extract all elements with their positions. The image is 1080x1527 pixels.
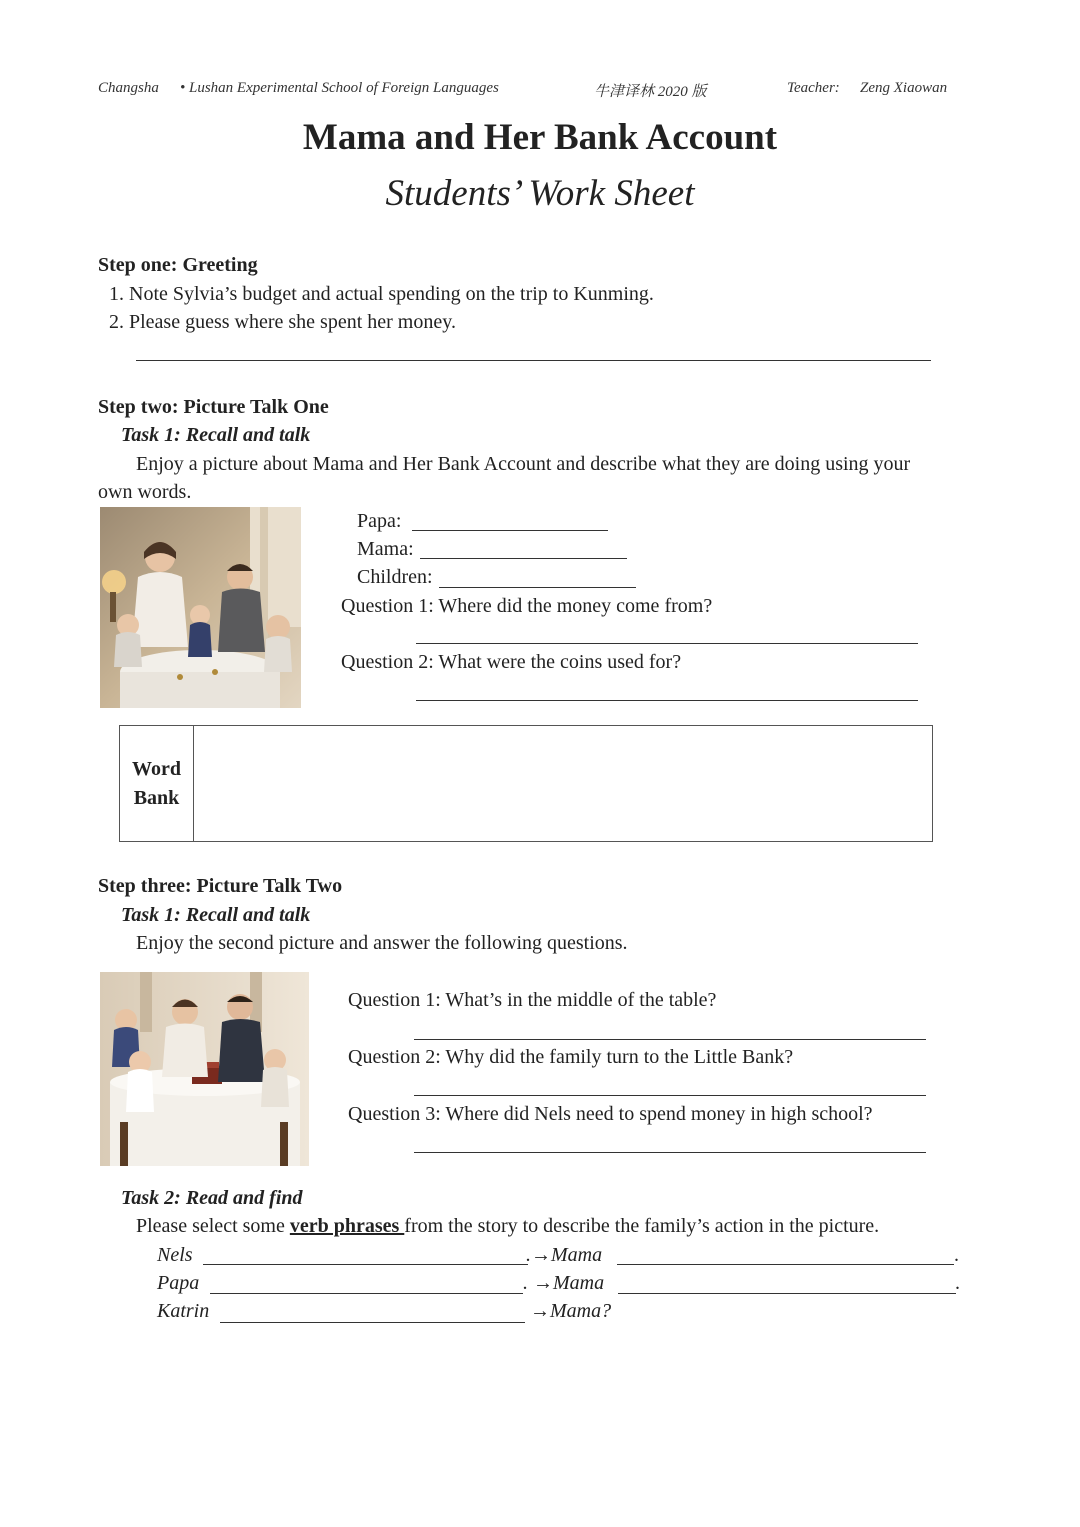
field-children-label: Children: <box>357 566 433 588</box>
task2-instruction <box>136 1215 879 1238</box>
step3-answer-line-3[interactable] <box>414 1152 926 1153</box>
step2-question-1: Question 1: Where did the money come from? <box>341 595 713 617</box>
header-city: Changsha <box>98 80 159 96</box>
step3-instruction: Enjoy the second picture and answer the following questions. <box>136 932 628 954</box>
task2-instruction-post: from the story to describe the family’s action in the picture. <box>404 1215 880 1237</box>
step2-answer-line-1[interactable] <box>416 643 918 644</box>
answer-line-step1[interactable] <box>136 360 931 361</box>
field-mama-line[interactable] <box>420 558 627 559</box>
step3-task1: Task 1: Recall and talk <box>121 904 311 926</box>
step2-heading: Step two: Picture Talk One <box>98 396 329 418</box>
step3-question-3: Question 3: Where did Nels need to spend money in high school? <box>348 1103 873 1125</box>
header-edition: 牛津译林 2020 版 <box>594 84 707 100</box>
header-teacher-label: Teacher: <box>787 80 840 96</box>
row-papa-end: . <box>955 1272 960 1294</box>
page-subtitle: Students’ Work Sheet <box>385 173 695 214</box>
step2-instruction-line1: Enjoy a picture about Mama and Her Bank Account and describe what they are doing using your <box>136 453 911 475</box>
step3-question-1: Question 1: What’s in the middle of the table? <box>348 989 717 1011</box>
step2-task1: Task 1: Recall and talk <box>121 424 311 446</box>
step2-question-2: Question 2: What were the coins used for? <box>341 651 682 673</box>
row-papa-line-1[interactable] <box>210 1293 523 1294</box>
page-title: Mama and Her Bank Account <box>302 117 778 158</box>
row-papa-name: Papa <box>157 1272 200 1294</box>
row-katrin-line-1[interactable] <box>220 1322 525 1323</box>
step1-item-1: 1. Note Sylvia’s budget and actual spending on the trip to Kunming. <box>109 283 654 305</box>
step3-heading: Step three: Picture Talk Two <box>98 875 343 897</box>
step3-question-2: Question 2: Why did the family turn to the Little Bank? <box>348 1046 794 1068</box>
header-teacher-name: Zeng Xiaowan <box>860 80 948 96</box>
word-bank-box[interactable] <box>119 725 933 842</box>
field-children-line[interactable] <box>439 587 636 588</box>
field-papa-line[interactable] <box>412 530 608 531</box>
row-katrin-mid: →Mama? <box>530 1300 612 1322</box>
step1-heading: Step one: Greeting <box>98 254 258 276</box>
step3-answer-line-1[interactable] <box>414 1039 926 1040</box>
family-photo-2 <box>100 972 309 1166</box>
step3-task2: Task 2: Read and find <box>121 1187 303 1209</box>
family-photo-1 <box>100 507 301 708</box>
header-school: • Lushan Experimental School of Foreign Languages <box>180 80 499 96</box>
step2-answer-line-2[interactable] <box>416 700 918 701</box>
row-nels-end: . <box>954 1244 959 1266</box>
row-katrin-name: Katrin <box>157 1300 210 1322</box>
word-bank-label <box>120 726 194 841</box>
step1-item-2: 2. Please guess where she spent her money. <box>109 311 456 333</box>
row-nels-mid: .→Mama <box>526 1244 603 1266</box>
step2-instruction-line2: own words. <box>98 481 192 503</box>
word-bank-label-line1: Word <box>132 757 181 780</box>
field-papa-label: Papa: <box>357 510 402 532</box>
row-nels-line-1[interactable] <box>203 1264 528 1265</box>
step3-answer-line-2[interactable] <box>414 1095 926 1096</box>
task2-instruction-pre: Please select some <box>136 1215 290 1237</box>
task2-keyword: verb phrases <box>289 1215 405 1237</box>
row-nels-line-2[interactable] <box>617 1264 954 1265</box>
word-bank-label-line2: Bank <box>133 786 180 809</box>
row-papa-line-2[interactable] <box>618 1293 956 1294</box>
field-mama-label: Mama: <box>357 538 414 560</box>
row-nels-name: Nels <box>157 1244 193 1266</box>
row-papa-mid: . →Mama <box>523 1272 605 1294</box>
